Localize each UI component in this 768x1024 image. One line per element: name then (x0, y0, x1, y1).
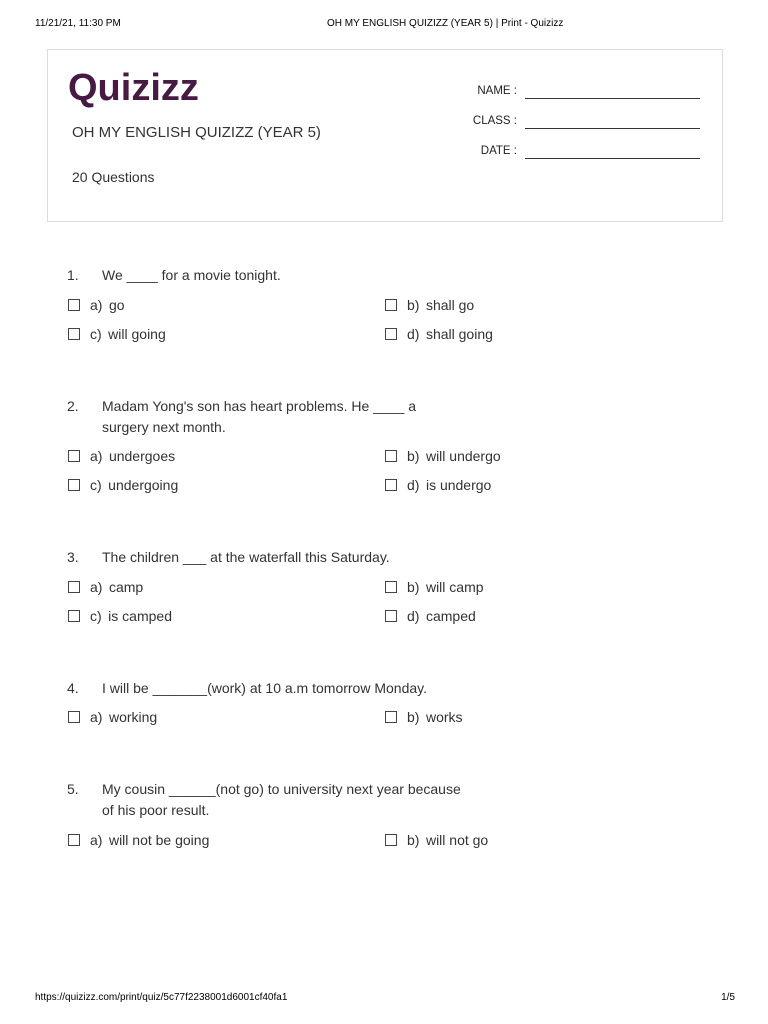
answer-options (67, 572, 727, 630)
question-5 (67, 779, 727, 854)
option-letter: b) (407, 578, 420, 595)
question-text (102, 396, 416, 438)
checkbox[interactable] (68, 479, 80, 491)
question-header (67, 678, 727, 699)
option-text: will camp (425, 578, 484, 595)
option-letter: b) (407, 296, 420, 313)
class-field (448, 111, 700, 141)
question-text (102, 265, 281, 286)
answer-options (67, 290, 727, 348)
checkbox[interactable] (385, 299, 397, 311)
question-number: 4. (67, 679, 79, 696)
question-1 (67, 265, 727, 348)
option-letter: c) (90, 607, 102, 624)
class-field-line[interactable] (525, 111, 700, 129)
option-c[interactable] (67, 319, 384, 348)
print-page-title: OH MY ENGLISH QUIZIZZ (YEAR 5) | Print - Quizizz (327, 18, 564, 29)
checkbox[interactable] (68, 834, 80, 846)
question-text (102, 547, 390, 568)
question-number: 2. (67, 397, 79, 414)
option-c[interactable] (67, 471, 384, 500)
question-text-line: I will be _______(work) at 10 a.m tomorrow Monday. (102, 679, 427, 696)
option-b[interactable] (384, 703, 727, 732)
answer-options (67, 825, 727, 854)
option-text: go (108, 296, 125, 313)
option-b[interactable] (384, 825, 727, 854)
question-number: 1. (67, 267, 79, 283)
option-b[interactable] (384, 442, 727, 471)
option-letter: b) (407, 448, 420, 464)
checkbox[interactable] (385, 610, 397, 622)
option-d[interactable] (384, 471, 727, 500)
name-field-label: NAME : (477, 85, 517, 97)
option-a[interactable] (67, 442, 384, 471)
option-letter: b) (407, 831, 420, 848)
option-text: will undergo (425, 448, 501, 464)
quiz-header-card (47, 49, 723, 222)
checkbox[interactable] (68, 328, 80, 340)
option-c[interactable] (67, 601, 384, 630)
question-number: 3. (67, 549, 79, 565)
option-text: will not be going (108, 831, 210, 848)
checkbox[interactable] (385, 834, 397, 846)
option-text: undergoing (108, 477, 179, 493)
option-letter: d) (407, 607, 420, 624)
question-header (67, 547, 727, 568)
date-field-line[interactable] (525, 141, 700, 159)
option-a[interactable] (67, 572, 384, 601)
date-field (448, 141, 700, 171)
option-text: camp (108, 578, 144, 595)
question-number: 5. (67, 781, 79, 797)
quizizz-logo: Quizizz (68, 67, 199, 109)
option-letter: d) (407, 325, 420, 342)
question-text-line: surgery next month. (102, 418, 226, 435)
name-field-line[interactable] (525, 81, 700, 99)
print-datetime: 11/21/21, 11:30 PM (35, 18, 121, 29)
option-letter: a) (90, 709, 103, 725)
checkbox[interactable] (68, 299, 80, 311)
option-text: will not go (425, 831, 489, 848)
option-letter: a) (90, 831, 103, 848)
option-text: shall going (425, 325, 493, 342)
option-b[interactable] (384, 290, 727, 319)
checkbox[interactable] (385, 450, 397, 462)
name-field (448, 81, 700, 111)
checkbox[interactable] (385, 328, 397, 340)
option-letter: a) (90, 578, 103, 595)
question-3 (67, 547, 727, 630)
question-text (102, 678, 427, 699)
checkbox[interactable] (385, 711, 397, 723)
option-text: is camped (108, 607, 172, 624)
option-letter: a) (90, 296, 103, 313)
quiz-title: OH MY ENGLISH QUIZIZZ (YEAR 5) (72, 124, 321, 141)
question-4 (67, 678, 727, 732)
option-text: works (425, 709, 463, 725)
option-b[interactable] (384, 572, 727, 601)
option-letter: c) (90, 477, 102, 493)
option-letter: b) (407, 709, 420, 725)
question-text-line: The children ___ at the waterfall this Saturday. (102, 549, 390, 565)
question-list (67, 265, 727, 902)
class-field-label: CLASS : (472, 115, 517, 127)
question-header (67, 779, 727, 821)
checkbox[interactable] (68, 450, 80, 462)
student-info-fields (448, 81, 700, 171)
option-a[interactable] (67, 290, 384, 319)
date-field-label: DATE : (480, 145, 517, 157)
question-text-line: We ____ for a movie tonight. (102, 267, 281, 283)
option-a[interactable] (67, 825, 384, 854)
question-text-line: Madam Yong's son has heart problems. He ____ a (102, 397, 416, 414)
answer-options (67, 442, 727, 500)
option-text: undergoes (108, 448, 176, 464)
option-text: camped (425, 607, 476, 624)
question-text-line: of his poor result. (102, 802, 210, 818)
question-2 (67, 396, 727, 500)
checkbox[interactable] (68, 610, 80, 622)
option-letter: a) (90, 448, 103, 464)
question-header (67, 265, 727, 286)
question-text (102, 779, 461, 821)
answer-options (67, 703, 727, 732)
checkbox[interactable] (68, 581, 80, 593)
option-d[interactable] (384, 319, 727, 348)
option-text: will going (108, 325, 166, 342)
question-header (67, 396, 727, 438)
option-letter: d) (407, 477, 420, 493)
option-text: is undergo (425, 477, 492, 493)
checkbox[interactable] (385, 581, 397, 593)
checkbox[interactable] (385, 479, 397, 491)
option-d[interactable] (384, 601, 727, 630)
question-text-line: My cousin ______(not go) to university next year because (102, 781, 461, 797)
option-text: working (108, 709, 158, 725)
checkbox[interactable] (68, 711, 80, 723)
option-text: shall go (425, 296, 475, 313)
question-count: 20 Questions (72, 169, 155, 185)
print-page-number: 1/5 (721, 992, 735, 1003)
option-letter: c) (90, 325, 102, 342)
print-url[interactable]: https://quizizz.com/print/quiz/5c77f2238001d6001cf40fa1 (35, 992, 288, 1003)
option-a[interactable] (67, 703, 384, 732)
